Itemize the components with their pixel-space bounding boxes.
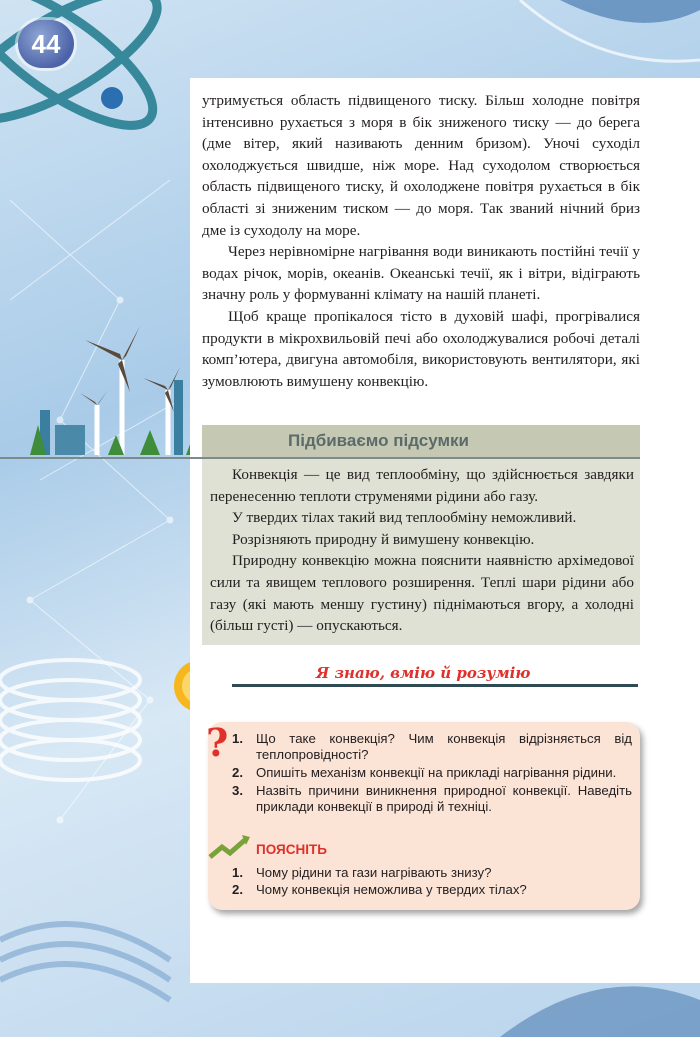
paragraph: Через нерівномірне нагрівання води виникають постійні течії у водах річок, морів, океанів. Океанські течії, як і вітри, відіграють значну роль у формуванні клімату на нашій планеті. [202, 243, 640, 304]
questions-list [232, 731, 632, 815]
question-text: Назвіть причини виникнення природної конвекції. Наведіть приклади конвекції в природі й техніці. [256, 783, 632, 814]
explain-item [232, 881, 632, 898]
growth-arrow-icon [208, 833, 252, 861]
question-item [232, 765, 632, 781]
know-section-title: Я знаю, вмію й розумію [310, 664, 536, 682]
question-mark-icon [204, 722, 232, 762]
summary-paragraph: Конвекція — це вид теплообміну, що здійснюється завдяки перенесенню теплоти струменями рідини або газу. [210, 466, 634, 505]
summary-title: Підбиваємо підсумки [288, 431, 469, 450]
main-text [202, 90, 640, 392]
know-section-line [232, 684, 638, 687]
question-number: 1. [232, 731, 243, 746]
question-number: 2. [232, 765, 243, 780]
paragraph: утримується область підвищеного тиску. Більш холодне повітря інтенсивно рухається з моря в бік зниженого тиску — до берега (дме вітер, який називають денним бризом). Уночі суходіл охолоджується швидше, ніж море. Над суходолом створюється область підвищеного тиску, й охолоджене повітря рухається в бік області зі зниженим тиском — до моря. Так званий нічний бриз дме із суходолу на море. [202, 92, 640, 239]
summary-paragraph: Природну конвекцію можна пояснити наявністю архімедової сили та явищем теплового розширення. Теплі шари рідини або газу (які мають меншу густину) піднімаються вгору, а холодні (більш густі) — опускаються. [210, 552, 634, 635]
explain-item [232, 864, 632, 881]
question-text: Опишіть механізм конвекції на прикладі нагрівання рідини. [256, 765, 617, 780]
atom-icon [0, 0, 174, 149]
page-number: 44 [18, 20, 74, 68]
paragraph: Щоб краще пропікалося тісто в духовій шафі, прогрівалися продукти в мікрохвильовій печі або охолоджувалися робочі деталі комп’ютера, двигуна автомобіля, використовують вентилятори, які зумовлюють вимушену конвекцію. [202, 307, 640, 390]
explain-number: 2. [232, 882, 243, 897]
question-item [232, 731, 632, 763]
svg-text:?: ? [206, 722, 229, 762]
question-text: Що таке конвекція? Чим конвекція відрізняється від теплопровідності? [256, 731, 632, 762]
explain-number: 1. [232, 865, 243, 880]
summary-paragraph: Розрізняють природну й вимушену конвекцію. [232, 530, 535, 548]
summary-text [210, 464, 634, 637]
explain-text: Чому рідини та гази нагрівають знизу? [256, 865, 492, 880]
question-item [232, 783, 632, 815]
explain-label: ПОЯСНІТЬ [256, 842, 327, 857]
explain-text: Чому конвекція неможлива у твердих тілах? [256, 882, 527, 897]
explain-list [232, 864, 632, 898]
summary-paragraph: У твердих тілах такий вид теплообміну неможливий. [232, 509, 577, 527]
question-number: 3. [232, 783, 243, 798]
